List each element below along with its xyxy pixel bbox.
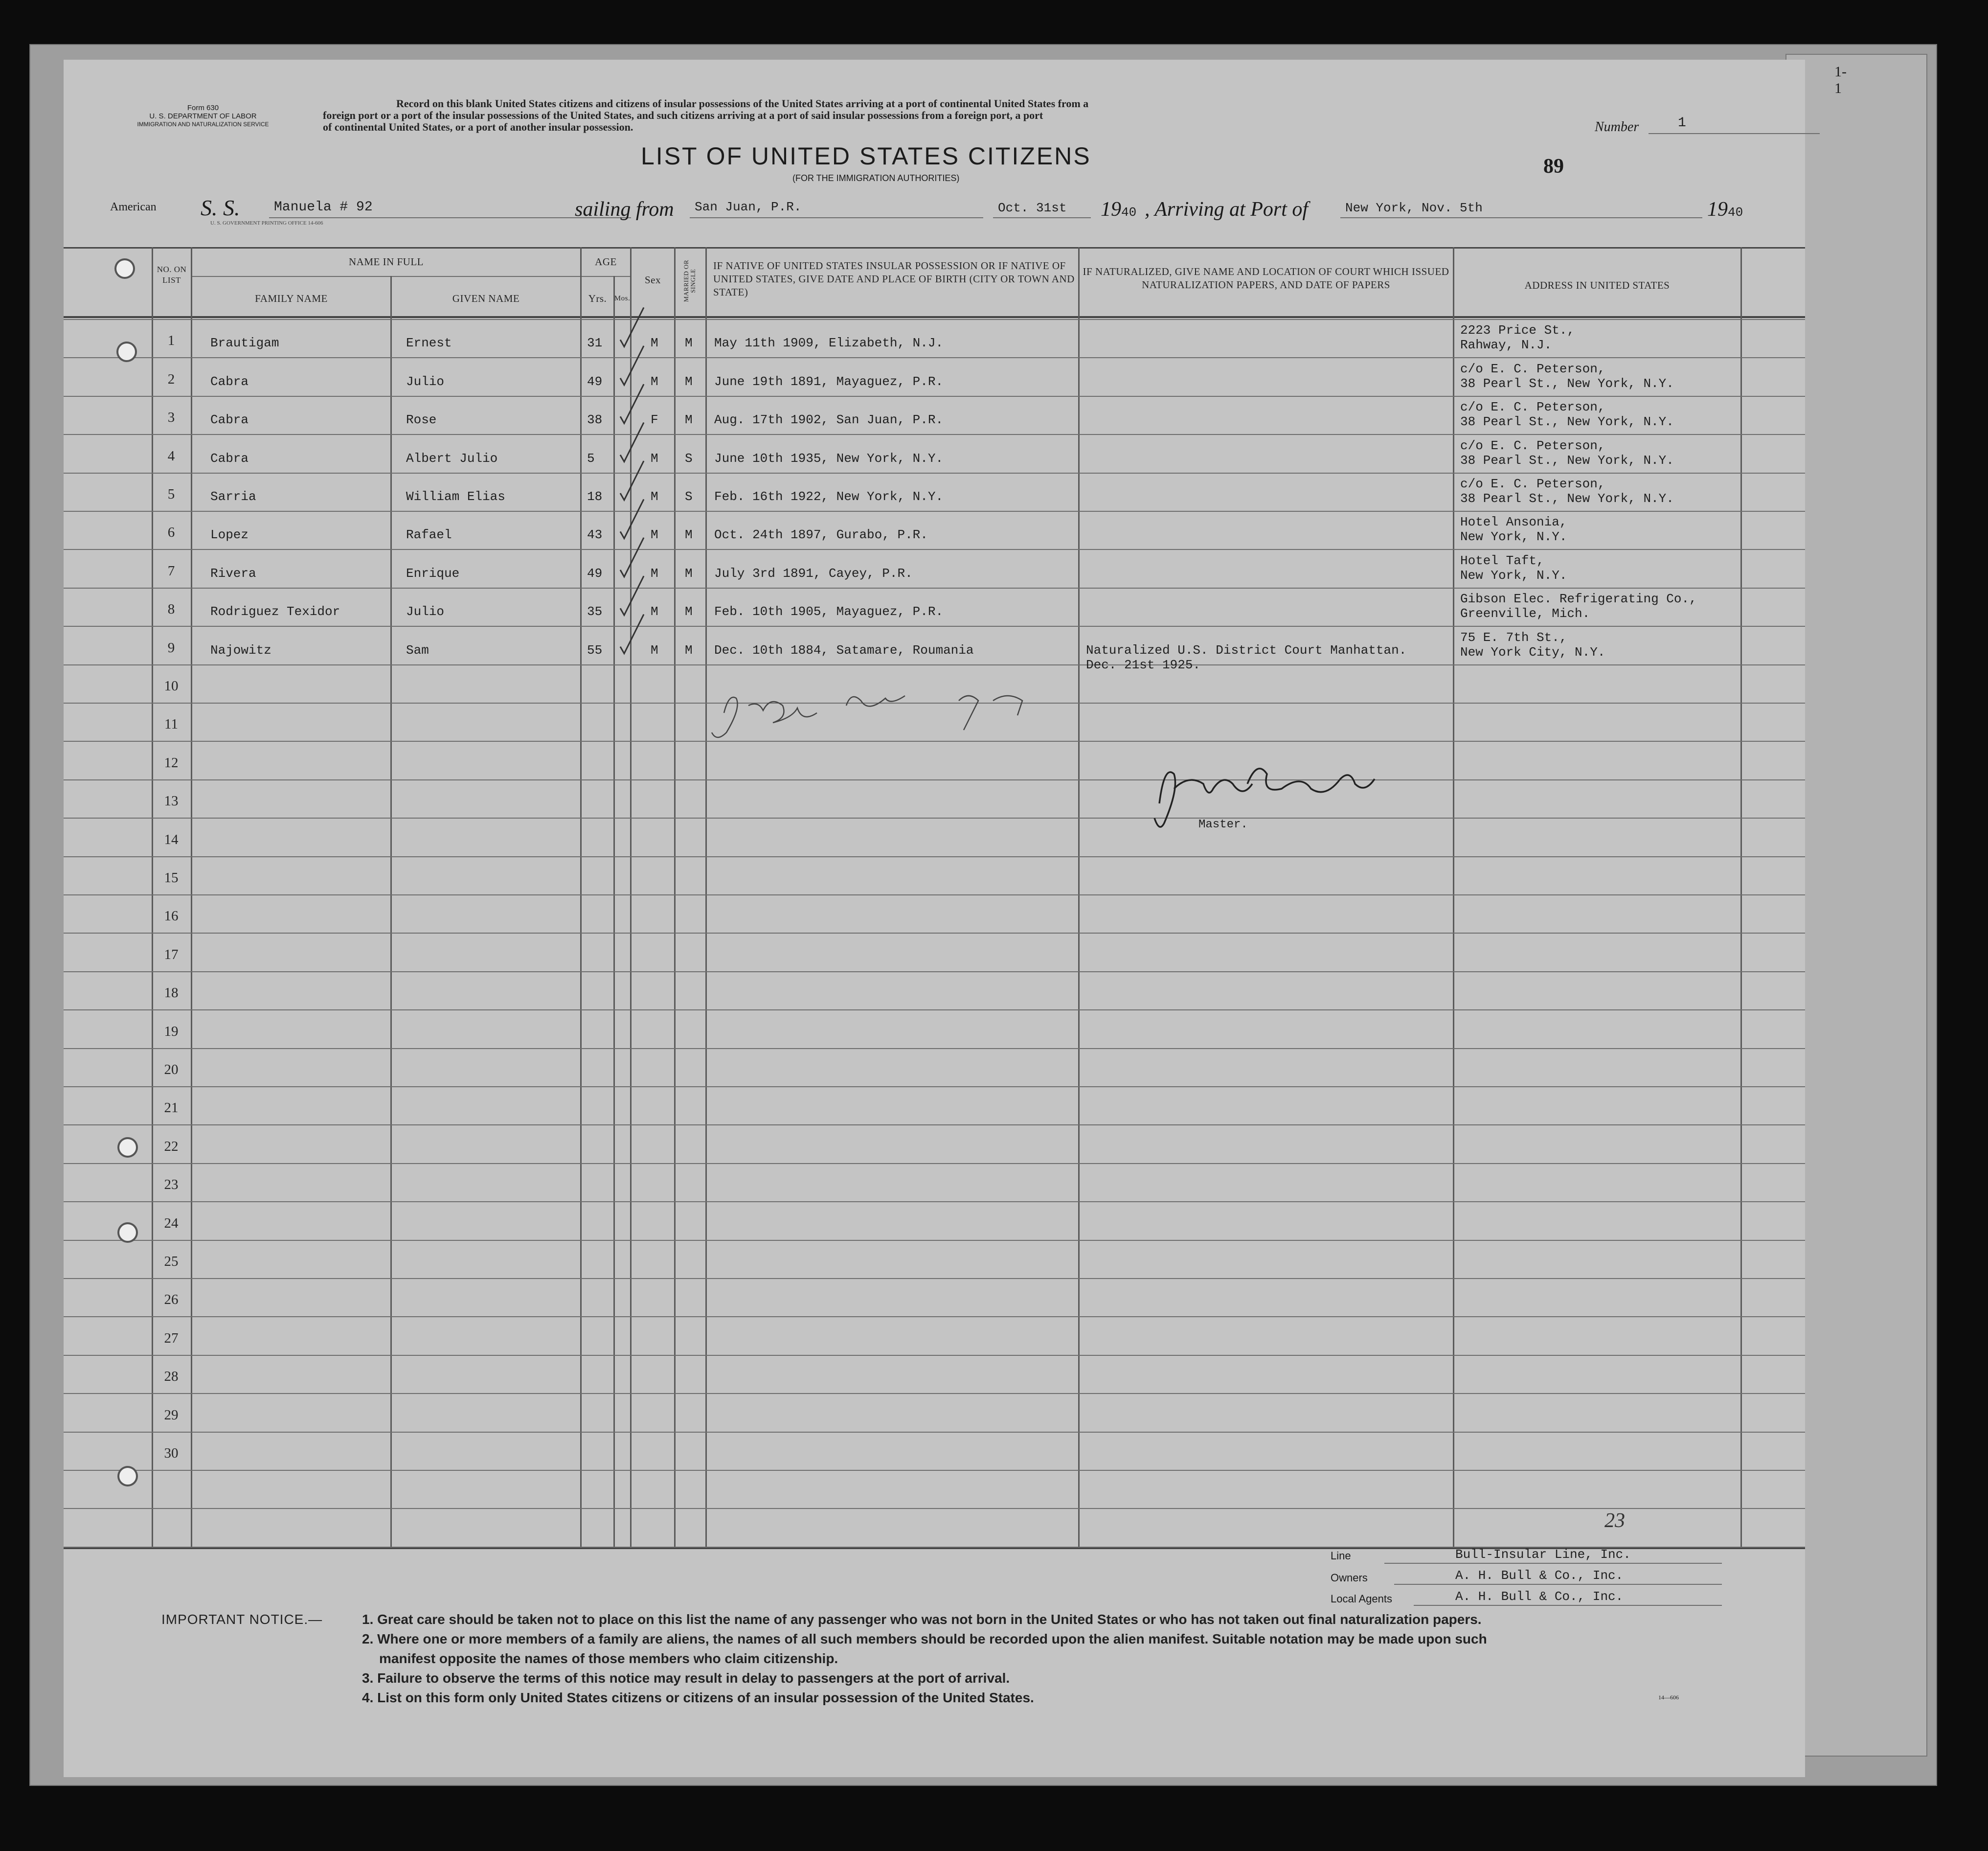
notice-item: 3. Failure to observe the terms of this notice may result in delay to passengers at the port of arrival. xyxy=(362,1670,1010,1686)
birth-date-place: Feb. 16th 1922, New York, N.Y. xyxy=(714,489,944,504)
header-married-single: MARRIED OR SINGLE xyxy=(682,259,697,302)
footer-line-value: Bull-Insular Line, Inc. xyxy=(1455,1547,1631,1562)
row-number: 6 xyxy=(167,525,175,541)
birth-date-place: Oct. 24th 1897, Gurabo, P.R. xyxy=(714,527,928,543)
master-label: Master. xyxy=(1198,818,1248,831)
check-mark xyxy=(620,346,644,385)
row-number: 10 xyxy=(164,678,179,694)
row-number: 21 xyxy=(164,1100,179,1116)
form-service: IMMIGRATION AND NATURALIZATION SERVICE xyxy=(137,121,269,128)
header-age: AGE xyxy=(595,256,617,268)
address-line-2: New York, N.Y. xyxy=(1460,529,1567,545)
address-line-2: Rahway, N.J. xyxy=(1460,338,1552,353)
age-years: 35 xyxy=(587,604,603,619)
address-line-2: 38 Pearl St., New York, N.Y. xyxy=(1460,491,1674,506)
footer-line-underline xyxy=(1384,1563,1722,1564)
row-number: 2 xyxy=(167,371,175,387)
form-title: LIST OF UNITED STATES CITIZENS xyxy=(641,142,1091,170)
year-suffix: 40 xyxy=(1728,205,1743,220)
check-mark xyxy=(620,576,644,615)
family-name: Cabra xyxy=(210,451,249,466)
important-notice xyxy=(161,1610,1751,1708)
sex: M xyxy=(651,527,658,543)
row-number: 27 xyxy=(164,1330,179,1346)
given-name: Ernest xyxy=(406,336,452,351)
birth-date-place: Feb. 10th 1905, Mayaguez, P.R. xyxy=(714,604,944,619)
given-name: Julio xyxy=(406,604,445,619)
intro-line: of continental United States, or a port of another insular possession. xyxy=(323,121,633,133)
number-label: Number xyxy=(1595,119,1639,135)
marital-status: M xyxy=(685,642,693,658)
row-number: 7 xyxy=(167,563,175,579)
notice-item: manifest opposite the names of those members who claim citizenship. xyxy=(379,1651,838,1666)
marital-status: M xyxy=(685,412,693,428)
from-port: San Juan, P.R. xyxy=(695,200,802,214)
given-name: William Elias xyxy=(406,489,505,504)
address-line-1: Gibson Elec. Refrigerating Co., xyxy=(1460,592,1697,607)
family-name: Cabra xyxy=(210,412,249,428)
birth-date-place: June 10th 1935, New York, N.Y. xyxy=(714,451,944,466)
arriving-label: , Arriving at Port of xyxy=(1145,198,1309,221)
given-name: Rose xyxy=(406,412,437,428)
age-years: 55 xyxy=(587,642,603,658)
sex: M xyxy=(651,374,658,389)
header-no-on-list: NO. ON LIST xyxy=(157,265,187,285)
family-name: Brautigam xyxy=(210,336,279,351)
nationality: American xyxy=(110,201,157,213)
footer-owners-label: Owners xyxy=(1331,1572,1368,1584)
header-name-in-full: NAME IN FULL xyxy=(349,256,424,268)
header-mos: Mos. xyxy=(614,295,631,302)
address-line-1: 2223 Price St., xyxy=(1460,323,1575,338)
address-line-1: c/o E. C. Peterson, xyxy=(1460,438,1605,453)
header-given-name: GIVEN NAME xyxy=(452,293,520,304)
marital-status: M xyxy=(685,374,693,389)
row-number: 1 xyxy=(167,333,175,349)
row-number: 24 xyxy=(164,1215,179,1231)
age-years: 38 xyxy=(587,412,603,428)
address-line-1: c/o E. C. Peterson, xyxy=(1460,361,1605,376)
year-suffix: 40 xyxy=(1121,205,1137,220)
intro-line: Record on this blank United States citizens and citizens of insular possessions of the United States arriving at a port of continental United States from a xyxy=(396,97,1089,110)
given-name: Enrique xyxy=(406,566,460,581)
punch-hole xyxy=(116,260,133,277)
punch-hole xyxy=(118,343,135,360)
marital-status: M xyxy=(685,604,693,619)
row-number: 28 xyxy=(164,1369,179,1385)
marital-status: S xyxy=(685,451,693,466)
given-name: Julio xyxy=(406,374,445,389)
notice-item: 1. Great care should be taken not to place on this list the name of any passenger who was not born in the United States or who has not taken out final naturalization papers. xyxy=(362,1612,1482,1627)
check-mark xyxy=(620,307,644,346)
ss-label: S. S. xyxy=(201,195,240,220)
row-number: 11 xyxy=(164,716,178,732)
corner-mark: 1-1 xyxy=(1834,64,1847,96)
checkmarks xyxy=(64,60,1805,1777)
given-name: Rafael xyxy=(406,527,452,543)
marital-status: M xyxy=(685,336,693,351)
given-name: Sam xyxy=(406,642,429,658)
sex: M xyxy=(651,642,658,658)
family-name: Sarria xyxy=(210,489,256,504)
marital-status: S xyxy=(685,489,693,504)
address-line-2: 38 Pearl St., New York, N.Y. xyxy=(1460,376,1674,391)
sex: M xyxy=(651,489,658,504)
age-years: 49 xyxy=(587,374,603,389)
birth-date-place: May 11th 1909, Elizabeth, N.J. xyxy=(714,336,944,351)
check-mark xyxy=(620,384,644,423)
number-value: 1 xyxy=(1678,115,1686,131)
header-sex: Sex xyxy=(645,274,661,286)
punch-hole xyxy=(119,1468,136,1485)
printer-line: U. S. GOVERNMENT PRINTING OFFICE 14-606 xyxy=(210,220,323,226)
year-prefix: 19 xyxy=(1707,198,1728,221)
address-line-1: c/o E. C. Peterson, xyxy=(1460,477,1605,491)
age-years: 43 xyxy=(587,527,603,543)
footer-agents-underline xyxy=(1414,1605,1722,1606)
footer-owners-value: A. H. Bull & Co., Inc. xyxy=(1455,1568,1624,1583)
arrival-port-date: New York, Nov. 5th xyxy=(1345,201,1483,215)
naturalization-court: Naturalized U.S. District Court Manhattan. xyxy=(1086,642,1407,658)
underlying-sheet-edge xyxy=(1785,54,1927,1757)
notice-item: 4. List on this form only United States citizens or citizens of an insular possession of the United States. xyxy=(362,1690,1034,1705)
address-line-2: 38 Pearl St., New York, N.Y. xyxy=(1460,453,1674,468)
header-birth: IF NATIVE OF UNITED STATES INSULAR POSSESSION OR IF NATIVE OF UNITED STATES, GIVE DATE AND PLACE OF BIRTH (CITY OR TOWN AND STATE) xyxy=(713,260,1075,298)
sex: M xyxy=(651,604,658,619)
birth-date-place: July 3rd 1891, Cayey, P.R. xyxy=(714,566,913,581)
form-number: Form 630 xyxy=(187,104,219,112)
row-number: 25 xyxy=(164,1254,179,1269)
form-department: U. S. DEPARTMENT OF LABOR xyxy=(149,112,257,120)
page-number: 89 xyxy=(1543,155,1564,178)
row-number: 8 xyxy=(167,601,175,617)
notice-item: 2. Where one or more members of a family are aliens, the names of all such members should be recorded upon the alien manifest. Suitable notation may be made upon such xyxy=(362,1631,1487,1646)
row-number: 19 xyxy=(164,1023,179,1039)
family-name: Najowitz xyxy=(210,642,271,658)
family-name: Rodriguez Texidor xyxy=(210,604,340,619)
intro-line: foreign port or a port of the insular possessions of the United States, and such citizens arriving at a port of said insular possessions from a foreign port, a port xyxy=(323,109,1043,121)
row-number: 9 xyxy=(167,640,175,656)
form-code: 14—606 xyxy=(1658,1694,1679,1701)
year-prefix: 19 xyxy=(1101,198,1121,221)
master-signature xyxy=(1154,769,1375,827)
footer-agents-value: A. H. Bull & Co., Inc. xyxy=(1455,1589,1624,1604)
row-number: 23 xyxy=(164,1177,179,1193)
family-name: Lopez xyxy=(210,527,249,543)
row-number: 5 xyxy=(167,486,175,502)
address-line-1: Hotel Ansonia, xyxy=(1460,515,1567,530)
address-line-1: Hotel Taft, xyxy=(1460,553,1544,568)
sex: F xyxy=(651,412,658,428)
punch-hole xyxy=(119,1139,136,1156)
check-mark xyxy=(620,615,644,654)
given-name: Albert Julio xyxy=(406,451,498,466)
row-number: 22 xyxy=(164,1138,179,1154)
footer-owners-underline xyxy=(1394,1584,1722,1585)
row-number: 3 xyxy=(167,410,175,426)
check-mark xyxy=(620,538,644,577)
birth-date-place: Aug. 17th 1902, San Juan, P.R. xyxy=(714,412,944,428)
row-number: 16 xyxy=(164,908,179,924)
row-number: 26 xyxy=(164,1292,179,1308)
header-address: ADDRESS IN UNITED STATES xyxy=(1524,279,1670,291)
age-years: 5 xyxy=(587,451,595,466)
age-years: 18 xyxy=(587,489,603,504)
tally: 23 xyxy=(1604,1509,1625,1532)
row-number: 20 xyxy=(164,1062,179,1077)
birth-date-place: June 19th 1891, Mayaguez, P.R. xyxy=(714,374,944,389)
row-number: 13 xyxy=(164,793,179,809)
punch-hole xyxy=(119,1224,136,1241)
marital-status: M xyxy=(685,527,693,543)
header-yrs: Yrs. xyxy=(588,293,607,304)
row-number: 18 xyxy=(164,985,179,1001)
sex: M xyxy=(651,451,658,466)
row-number: 4 xyxy=(167,448,175,464)
check-mark xyxy=(620,499,644,538)
form-subtitle: (FOR THE IMMIGRATION AUTHORITIES) xyxy=(792,173,960,183)
birth-date-place: Dec. 10th 1884, Satamare, Roumania xyxy=(714,642,974,658)
sex: M xyxy=(651,566,658,581)
row-number: 12 xyxy=(164,754,179,771)
stamp-note xyxy=(712,696,1022,737)
ship-name: Manuela # 92 xyxy=(274,200,373,215)
family-name: Cabra xyxy=(210,374,249,389)
row-number: 14 xyxy=(164,831,179,847)
row-number: 15 xyxy=(164,870,179,886)
row-number: 30 xyxy=(164,1445,179,1461)
address-line-1: c/o E. C. Peterson, xyxy=(1460,400,1605,415)
address-line-2: New York, N.Y. xyxy=(1460,568,1567,583)
manifest-page xyxy=(64,60,1847,1777)
check-mark xyxy=(620,423,644,462)
header-family-name: FAMILY NAME xyxy=(255,293,328,304)
marital-status: M xyxy=(685,566,693,581)
header-naturalized: IF NATURALIZED, GIVE NAME AND LOCATION OF COURT WHICH ISSUED NATURALIZATION PAPERS, AND DATE OF PAPERS xyxy=(1083,266,1449,291)
footer-line-label: Line xyxy=(1331,1550,1351,1562)
sex: M xyxy=(651,336,658,351)
address-line-2: 38 Pearl St., New York, N.Y. xyxy=(1460,414,1674,430)
family-name: Rivera xyxy=(210,566,256,581)
age-years: 31 xyxy=(587,336,603,351)
sailing-label: sailing from xyxy=(575,198,674,221)
footer-agents-label: Local Agents xyxy=(1331,1593,1392,1605)
row-number: 17 xyxy=(164,946,179,962)
address-line-2: Greenville, Mich. xyxy=(1460,606,1590,621)
address-line-2: New York City, N.Y. xyxy=(1460,644,1605,660)
notice-heading: IMPORTANT NOTICE.— xyxy=(161,1612,323,1627)
departure-date: Oct. 31st xyxy=(998,201,1067,215)
address-line-1: 75 E. 7th St., xyxy=(1460,630,1567,645)
row-number: 29 xyxy=(164,1407,179,1423)
age-years: 49 xyxy=(587,566,603,581)
check-mark xyxy=(620,461,644,500)
naturalization-date: Dec. 21st 1925. xyxy=(1086,657,1201,672)
